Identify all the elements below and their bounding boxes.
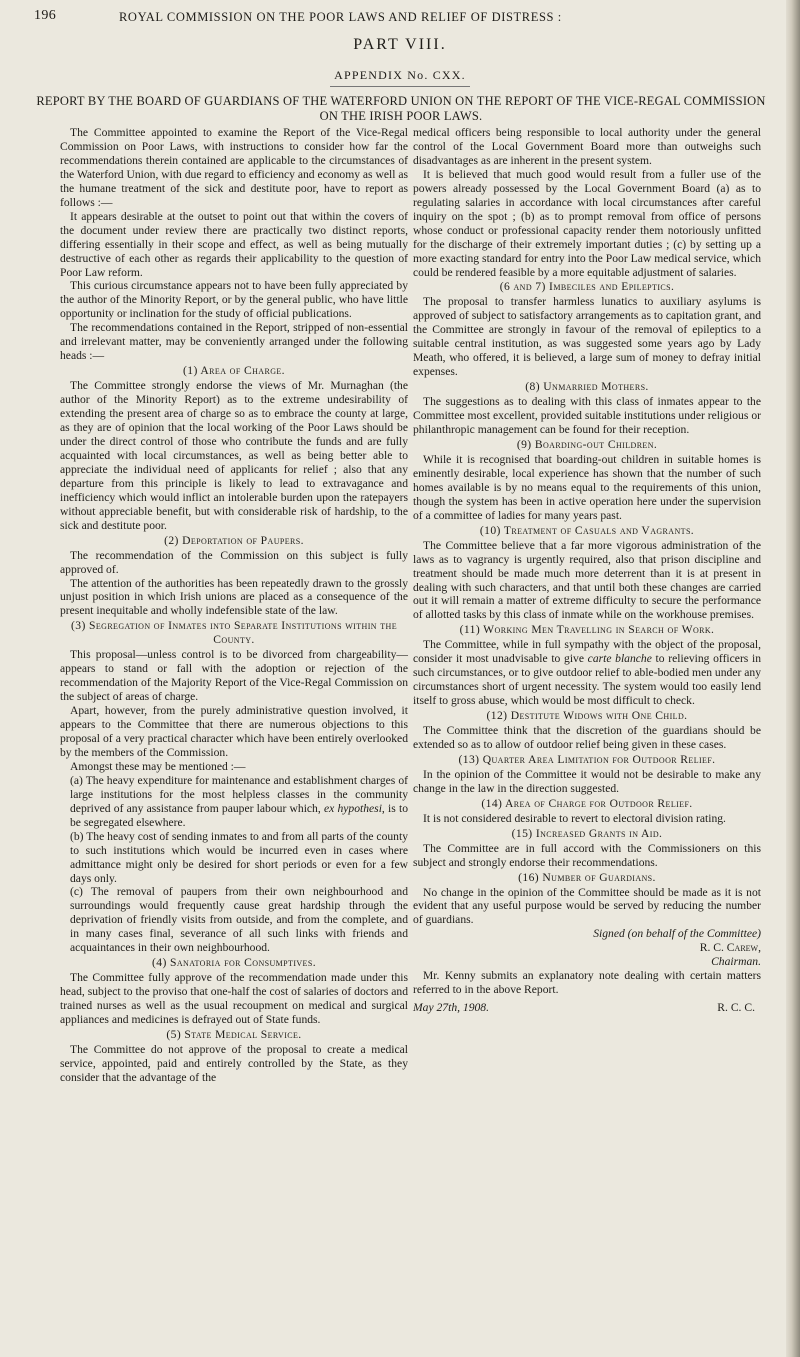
left-column — [60, 126, 408, 1085]
paragraph: The Committee fully approve of the recommendation made under this head, subject to the proviso that one-half the cost of salaries of doctors and trained nurses as well as the usual recoupment on medical and surgical appliances and medicines is defrayed out of State funds. — [60, 971, 408, 1027]
section-heading: (16) Number of Guardians. — [518, 870, 656, 884]
report-title: REPORT BY THE BOARD OF GUARDIANS OF THE WATERFORD UNION ON THE REPORT OF THE VICE-REGAL COMMISSION ON THE IRISH POOR LAWS. — [36, 94, 766, 123]
paragraph: The recommendations contained in the Report, stripped of non-essential and irrelevant matter, may be conveniently arranged under the following heads :— — [60, 321, 408, 363]
section-heading: (14) Area of Charge for Outdoor Relief. — [481, 796, 693, 810]
paragraph: Apart, however, from the purely administrative question involved, it appears to the Committee that there are numerous objections to this proposal of a very practical character which have been entirely overlooked by the members of the Commission. — [60, 704, 408, 759]
paragraph: The attention of the authorities has been repeatedly drawn to the grossly unjust position in which Irish unions are placed as a consequence of the present inequitable and wholly indefensible state of the law. — [60, 576, 408, 618]
paragraph: Amongst these may be mentioned :— — [70, 759, 246, 773]
paragraph: The Committee think that the discretion of the guardians should be extended so as to allow of outdoor relief being given in these cases. — [413, 724, 761, 751]
part-heading: PART VIII. — [353, 36, 447, 53]
section-heading: (15) Increased Grants in Aid. — [511, 826, 663, 840]
section-heading: (4) Sanatoria for Consumptives. — [151, 956, 316, 970]
appendix-heading: APPENDIX No. CXX. — [334, 68, 466, 82]
section-heading: (10) Treatment of Casuals and Vagrants. — [479, 523, 695, 537]
paragraph: In the opinion of the Committee it would not be desirable to make any change in the law in the direction suggested. — [413, 767, 761, 795]
signature-name: R. C. Carew, — [699, 941, 761, 955]
paragraph: The Committee believe that a far more vigorous administration of the laws as to vagrancy is urgently required, also that prison discipline and treatment should be made much more deterrent than it is at present in dealing with such characters, and that until both these changes are carried out it will remain a matter of extreme difficulty to secure the performance of allotted tasks by this class of inmate while on the workhouse premises. — [413, 538, 761, 622]
paragraph: This curious circumstance appears not to have been fully appreciated by the author of the Minority Report, or by the general public, who have little opportunity or inclination for the study of official publications. — [60, 279, 408, 321]
section-heading: (12) Destitute Widows with One Child. — [486, 709, 688, 723]
paragraph: The Committee strongly endorse the views of Mr. Murnaghan (the author of the Minority Report) as to the extreme undesirability of extending the present area of charge so as to embrace the county at large, as they are of opinion that the local working of the Poor Laws should be under the direct control of those who contribute the funds and are fully acquainted with local circumstances, as well as being better able to appreciate the individual need of applicants for relief ; also that any departure from this principle is likely to lead to extravagance and inefficiency which would inflict an intolerable burden upon the ratepayers without appreciable benefit, but with considerable risk of hardship, to the sick and destitute poor. — [60, 379, 408, 532]
right-column — [413, 126, 761, 927]
signature-signed-line: Signed (on behalf of the Committee) — [593, 927, 761, 941]
section-heading: (1) Area of Charge. — [183, 364, 285, 378]
section-heading: (5) State Medical Service. — [166, 1028, 302, 1041]
running-head — [34, 8, 769, 28]
paragraph: No change in the opinion of the Committee should be made as it is not evident that any useful purpose would be served by reducing the number of guardians. — [413, 885, 761, 927]
section-heading: (6 and 7) Imbeciles and Epileptics. — [499, 280, 675, 294]
paragraph: This proposal—unless control is to be divorced from chargeability—appears to stand or fall with the adoption or rejection of the recommendation of the Majority Report of the Vice-Regal Commission on the subject of areas of charge. — [60, 648, 408, 704]
paragraph: While it is recognised that boarding-out children in suitable homes is eminently desirable, local experience has shown that the number of such homes available is by no means equal to the requirements of this union, though the system has been in active operation here under the supervision of a committee of ladies for many years past. — [413, 452, 761, 522]
page-number: 196 — [34, 8, 57, 23]
paragraph: The proposal to transfer harmless lunatics to auxiliary asylums is approved of subject to satisfactory arrangements as to capitation grant, and the Committee are strongly in favour of the removal of epileptics to a suitable central institution, as was suggested some years ago by Lady Meath, who offered, it is believed, a large sum of money to defray initial expenses. — [413, 295, 761, 379]
signature-role: Chairman. — [711, 955, 761, 969]
report-date: May 27th, 1908. — [413, 1001, 489, 1015]
paragraph: It is not considered desirable to revert to electoral division rating. — [423, 811, 726, 825]
paragraph: It is believed that much good would result from a fuller use of the powers already possessed by the Local Government Board (a) as to regulating salaries in accordance with local circumstances after careful inquiry on the spot ; (b) as to prompt removal from office of persons whose conduct or professional capacity render them notoriously unfitted for the discharge of their extremely important duties ; (c) by setting up a more exacting standard for entry into the Poor Law medical service, which could be rendered feasible by a more equitable adjustment of salaries. — [413, 167, 761, 279]
footer-row — [413, 1001, 761, 1015]
paragraph: The Committee are in full accord with the Commissioners on this subject and strongly endorse their recommendations. — [413, 841, 761, 869]
section-heading: (11) Working Men Travelling in Search of Work. — [459, 623, 715, 637]
section-heading: (3) Segregation of Inmates into Separate Institutions within the County. — [70, 619, 398, 647]
paragraph: The suggestions as to dealing with this class of inmates appear to the Committee most excellent, provided suitable institutions under religious or philanthropic management can be found for their reception. — [413, 395, 761, 437]
right-column-wrapper — [413, 126, 761, 1015]
paragraph: The Committee appointed to examine the Report of the Vice-Regal Commission on Poor Laws, with instructions to consider how far the recommendations therein contained are applicable to the circumstances of the Waterford Union, with due regard to efficiency and economy as well as the humane treatment of the sick and destitute poor, have to report as follows :— — [60, 126, 408, 209]
list-item: (b) The heavy cost of sending inmates to and from all parts of the county to such institutions which would be incurred even in cases where admittance might only be desired for short periods or even for a few days only. — [70, 829, 408, 885]
paragraph: The recommendation of the Commission on this subject is fully approved of. — [60, 548, 408, 576]
page-edge-shadow — [786, 0, 800, 1357]
divider — [330, 86, 470, 87]
running-head-title: ROYAL COMMISSION ON THE POOR LAWS AND RELIEF OF DISTRESS : — [119, 10, 562, 24]
paragraph: It appears desirable at the outset to point out that within the covers of the document under review there are practically two distinct reports, differing essentially in their scope and effect, as well as being mutually destructive of each other as regards their applicability to the question of Poor Law reform. — [60, 209, 408, 279]
section-heading: (2) Deportation of Paupers. — [164, 533, 304, 547]
section-heading: (9) Boarding-out Children. — [516, 437, 658, 451]
initials: R. C. C. — [717, 1001, 755, 1015]
paragraph: The Committee, while in full sympathy with the object of the proposal, consider it most unadvisable to give carte blanche to relieving officers in such circumstances, or to give outdoor relief to able-bodied men under any circumstances short of urgent necessity. The system would too easily lend itself to gross abuse, which would be most difficult to check. — [413, 638, 762, 708]
list-item: (a) The heavy expenditure for maintenance and establishment charges of large institutions for the most helpless classes in the community deprived of any assistance from pauper labour which, ex hypothesi, is to be segregated elsewhere. — [70, 773, 409, 829]
section-heading: (8) Unmarried Mothers. — [525, 380, 649, 394]
paragraph: The Committee do not approve of the proposal to create a medical service, appointed, paid and entirely controlled by the State, as they consider that the advantage of the — [60, 1042, 408, 1084]
list-item: (c) The removal of paupers from their own neighbourhood and surroundings would frequently cause great hardship through the deprivation of friendly visits from outside, and from the complete, and in many cases final, severance of all such links with friends and acquaintances in their own neighbourhood. — [70, 885, 408, 955]
paragraph: medical officers being responsible to local authority under the general control of the Local Government Board more than outweighs such disadvantages as are inherent in the present system. — [413, 126, 761, 167]
section-heading: (13) Quarter Area Limitation for Outdoor Relief. — [458, 752, 716, 766]
closing-paragraph: Mr. Kenny submits an explanatory note dealing with certain matters referred to in the above Report. — [413, 969, 761, 997]
